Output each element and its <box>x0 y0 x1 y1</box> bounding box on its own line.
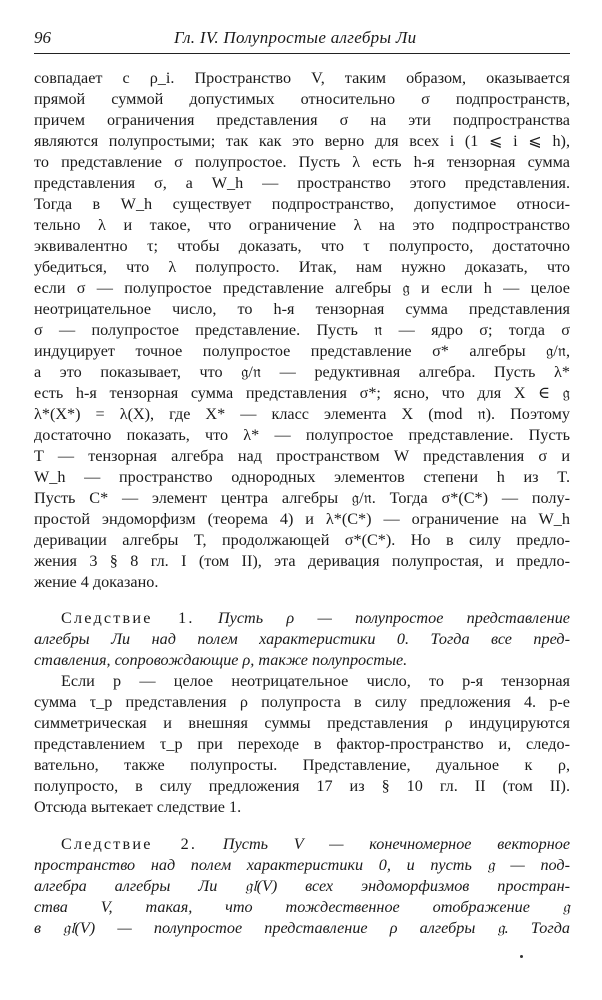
text-line: есть h-я тензорная сумма представления σ*; ясно, что для X ∈ 𝔤 <box>34 384 570 402</box>
corollary-2-line: ства V, такая, что тождественное отображение 𝔤 <box>34 898 570 916</box>
text-line: совпадает с ρ_i. Пространство V, таким образом, оказывается <box>34 69 570 87</box>
corollary-2-line: алгебра алгебры Ли 𝔤𝔩(V) всех эндоморфизмов простран- <box>34 877 570 895</box>
text-line: полупросто, в силу предложения 17 из § 10 гл. II (том II). <box>34 777 570 795</box>
text-line: жения 3 § 8 гл. I (том II), эта деривация полупростая, и предло- <box>34 552 570 570</box>
text-line: симметрическая и внешняя суммы представления ρ индуцируются <box>34 714 570 732</box>
text-line: λ*(X*) = λ(X), где X* — класс элемента X (mod 𝔫). Поэтому <box>34 405 570 423</box>
text-line: неотрицательное число, то h-я тензорная сумма представления <box>34 300 570 318</box>
header-rule <box>34 53 570 54</box>
corollary-2-line: пространство над полем характеристики 0, и пусть 𝔤 — под- <box>34 856 570 874</box>
corollary-1-label: Следствие 1. <box>61 609 195 627</box>
text-line: убедиться, что λ полупросто. Итак, нам нужно доказать, что <box>34 258 570 276</box>
text-line: простой эндоморфизм (теорема 4) и λ*(C*) — ограничение на W_h <box>34 510 570 528</box>
text-line: жение 4 доказано. <box>34 573 159 591</box>
text-line: то представление σ полупростое. Пусть λ есть h-я тензорная сумма <box>34 153 570 171</box>
text-line: сумма τ_p представления ρ полупроста в силу предложения 4. p-е <box>34 693 570 711</box>
corollary-2-text: Пусть V — конечномерное векторное <box>222 835 571 853</box>
text-line: Пусть C* — элемент центра алгебры 𝔤/𝔫. Тогда σ*(C*) — полу- <box>34 489 570 507</box>
corollary-1-line: алгебры Ли над полем характеристики 0. Тогда все пред- <box>34 630 570 648</box>
text-line: σ — полупростое представление. Пусть 𝔫 — ядро σ; тогда σ <box>34 321 570 339</box>
text-line: Отсюда вытекает следствие 1. <box>34 798 242 816</box>
text-line: Тогда в W_h существует подпространство, допустимое относи- <box>34 195 570 213</box>
corollary-2-label: Следствие 2. <box>61 835 198 853</box>
print-speck <box>520 955 523 958</box>
text-line: вательно, также полупросты. Представление, дуальное к ρ, <box>34 756 570 774</box>
corollary-1-line <box>61 608 570 628</box>
text-line: являются полупростыми; так как это верно для всех i (1 ⩽ i ⩽ h), <box>34 132 570 150</box>
page-number: 96 <box>34 28 51 47</box>
text-line: а это показывает, что 𝔤/𝔫 — редуктивная алгебра. Пусть λ* <box>34 363 570 381</box>
text-line: тельно λ и такое, что ограничение λ на это подпространство <box>34 216 570 234</box>
running-head: Гл. IV. Полупростые алгебры Ли <box>174 28 417 47</box>
corollary-2-line: в 𝔤𝔩(V) — полупростое представление ρ алгебры 𝔤. Тогда <box>34 919 570 937</box>
text-line: представления σ, а W_h — пространство этого представления. <box>34 174 570 192</box>
text-line: если σ — полупростое представление алгебры 𝔤 и если h — целое <box>34 279 570 297</box>
text-line: представлением τ_p при переходе в фактор-пространство и, следо- <box>34 735 570 753</box>
text-line: прямой суммой допустимых относительно σ подпространств, <box>34 90 570 108</box>
text-line: индуцирует точное полупростое представление σ* алгебры 𝔤/𝔫, <box>34 342 570 360</box>
text-line: Если p — целое неотрицательное число, то p-я тензорная <box>61 672 570 690</box>
text-line: W_h — пространство однородных элементов степени h из T. <box>34 468 570 486</box>
text-line: достаточно показать, что λ* — полупростое представление. Пусть <box>34 426 570 444</box>
corollary-1-line: ставления, сопровождающие ρ, также полупростые. <box>34 651 408 669</box>
corollary-1-text: Пусть ρ — полупростое представление <box>217 609 570 627</box>
text-line: T — тензорная алгебра над пространством W представления σ и <box>34 447 570 465</box>
corollary-2-line <box>61 834 570 854</box>
text-line: эквивалентно τ; чтобы доказать, что τ полупросто, достаточно <box>34 237 570 255</box>
page-header <box>34 28 570 52</box>
text-line: причем ограничения представления σ на эти подпространства <box>34 111 570 129</box>
text-line: деривации алгебры T, продолжающей σ*(C*). Но в силу предло- <box>34 531 570 549</box>
